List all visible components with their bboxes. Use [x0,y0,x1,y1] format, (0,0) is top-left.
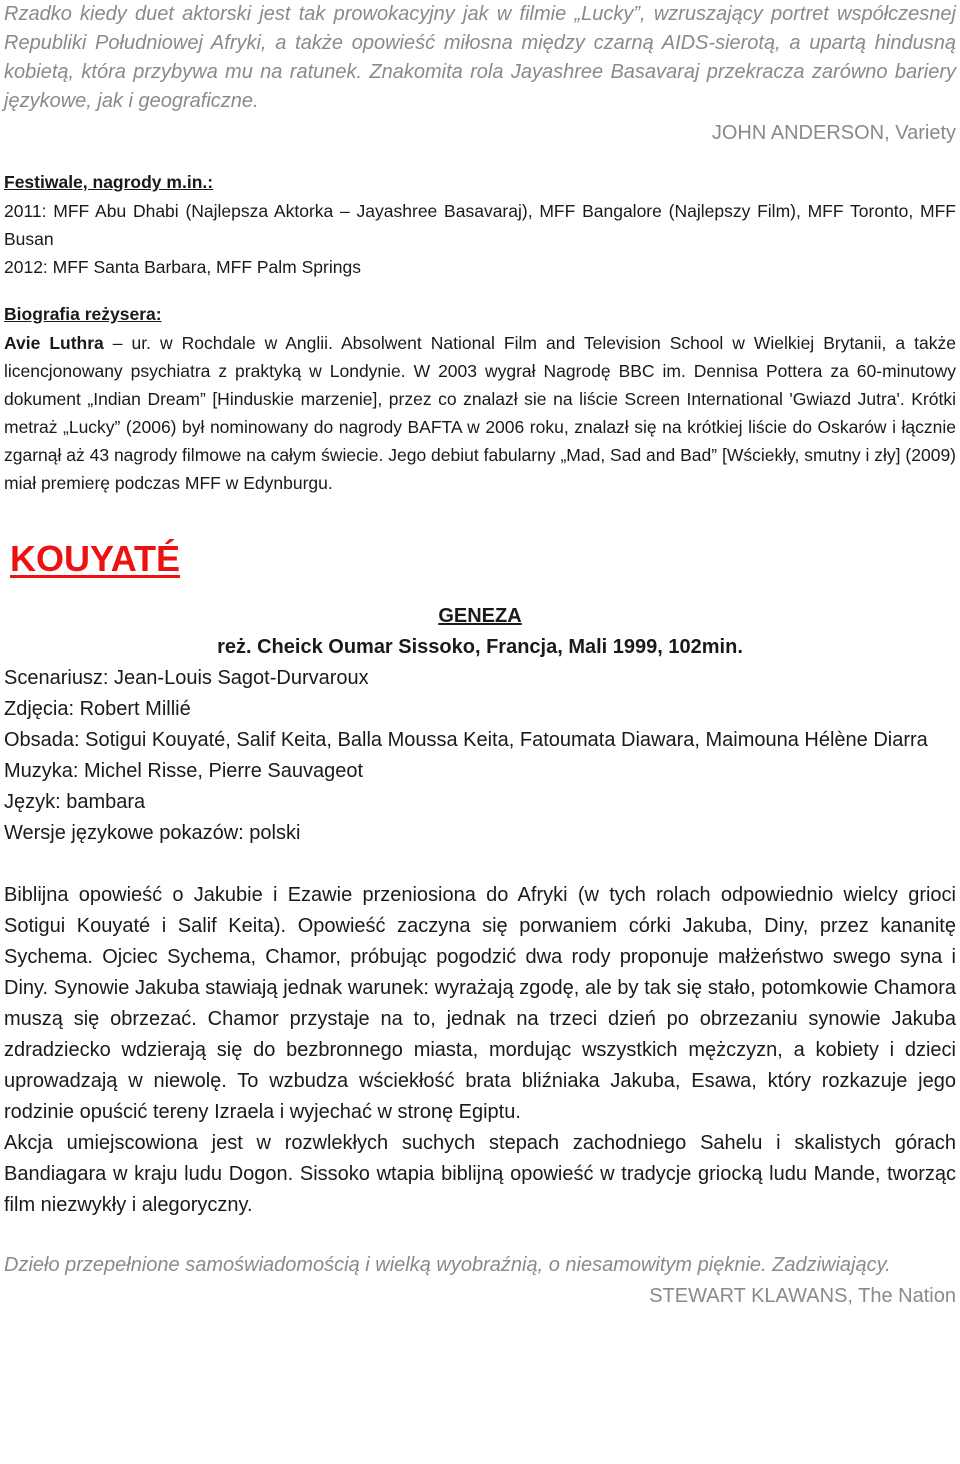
credit-screening-versions: Wersje językowe pokazów: polski [4,822,301,844]
credit-screenplay: Scenariusz: Jean-Louis Sagot-Durvaroux [4,667,369,689]
film-credits [4,663,956,849]
director-name: Avie Luthra [4,333,104,353]
synopsis-paragraph-2: Akcja umiejscowiona jest w rozwlekłych suchych stepach zachodniego Sahelu i skalistych górach Bandiagara w kraju ludu Dogon. Sissoko wtapia biblijną opowieść w tradycje griocką ludu Mande, tworząc film niezwykły i alegoryczny. [4,1132,956,1216]
festivals-2011: 2011: MFF Abu Dhabi (Najlepsza Aktorka – Jayashree Basavaraj), MFF Bangalore (Najlepszy Film), MFF Toronto, MFF Busan [4,201,956,249]
bio-heading: Biografia reżysera: [4,304,162,324]
credit-music: Muzyka: Michel Risse, Pierre Sauvageot [4,760,364,782]
credit-cinematography: Zdjęcia: Robert Millié [4,698,191,720]
credit-cast: Obsada: Sotigui Kouyaté, Salif Keita, Balla Moussa Keita, Fatoumata Diawara, Maimouna Hélène Diarra [4,729,928,751]
document-page [4,0,956,1311]
festivals-heading: Festiwale, nagrody m.in.: [4,172,214,192]
film-title: GENEZA [438,605,522,627]
review-attribution-top: JOHN ANDERSON, Variety [711,122,956,144]
section-title: KOUYATÉ [10,538,181,579]
credit-language: Język: bambara [4,791,146,813]
bio-text: – ur. w Rochdale w Anglii. Absolwent National Film and Television School w Wielkiej Brytanii, a także licencjonowany psychiatra z praktyką w Londynie. W 2003 wygrał Nagrodę BBC im. Dennisa Pottera za 60-minutowy dokument „Indian Dream” [Hinduskie marzenie], przez co znalazł sie na liście Screen International 'Gwiazd Jutra'. Krótki metraż „Lucky” (2006) był nominowany do nagrody BAFTA w 2006 roku, znalazł się na krótkiej liście do Oskarów i łącznie zgarnął aż 43 nagrody filmowe na całym świecie. Jego debiut fabularny „Mad, Sad and Bad” [Wściekły, smutny i zły] (2009) miał premierę podczas MFF w Edynburgu. [4,333,956,493]
bio-paragraph [4,329,956,497]
review-attribution-bottom: STEWART KLAWANS, The Nation [649,1285,956,1307]
film-director-line: reż. Cheick Oumar Sissoko, Francja, Mali 1999, 102min. [217,636,743,658]
review-quote-bottom: Dzieło przepełnione samoświadomością i wielką wyobraźnią, o niesamowitym pięknie. Zadziwiający. [4,1254,891,1276]
festivals-2012: 2012: MFF Santa Barbara, MFF Palm Springs [4,257,361,277]
synopsis-paragraph-1: Biblijna opowieść o Jakubie i Ezawie przeniosiona do Afryki (w tych rolach odpowiednio wielcy grioci Sotigui Kouyaté i Salif Keita). Opowieść zaczyna się porwaniem córki Jakuba, Diny, przez kananitę Sychema. Ojciec Sychema, Chamor, próbując pogodzić dwa rody proponuje małżeństwo swego syna i Diny. Synowie Jakuba stawiają jednak warunek: wyrażają zgodę, ale by tak się stało, potomkowie Chamora muszą się obrzezać. Chamor przystaje na to, jednak na trzeci dzień po obrzezaniu synowie Jakuba zdradziecko wdzierają się do bezbronnego miasta, mordując wszystkich mężczyzn, a kobiety i dzieci uprowadzają w niewolę. To wzbudza wściekłość brata bliźniaka Jakuba, Esawa, który rozkazuje jego rodzinie opuścić tereny Izraela i wyjechać w stronę Egiptu. [4,884,956,1123]
review-quote-top: Rzadko kiedy duet aktorski jest tak prowokacyjny jak w filmie „Lucky”, wzruszający portret współczesnej Republiki Południowej Afryki, a także opowieść miłosna między czarną AIDS-sierotą, a upartą hindusną kobietą, która przybywa mu na ratunek. Znakomita rola Jayashree Basavaraj przekracza zarówno bariery językowe, jak i geograficzne. [4,3,956,112]
